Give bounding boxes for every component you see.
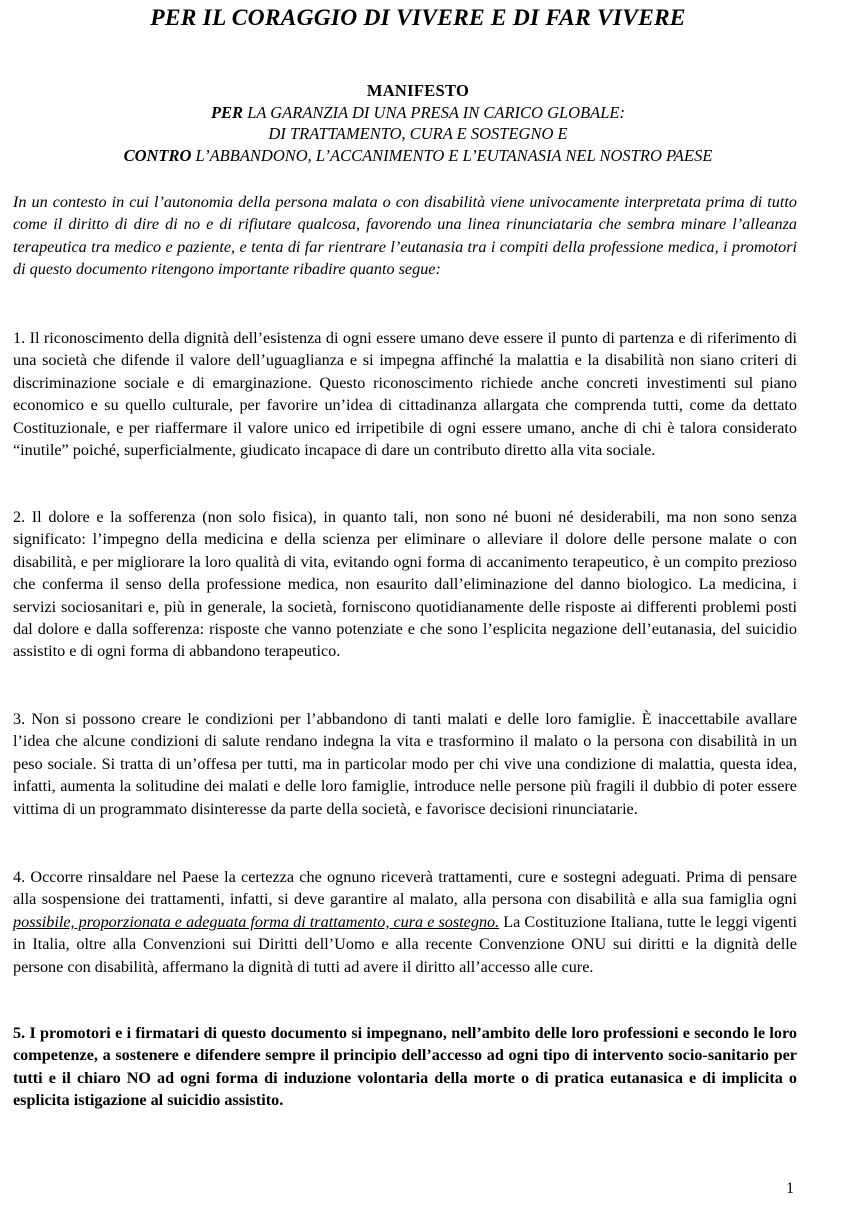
manifesto-line-1-text: LA GARANZIA DI UNA PRESA IN CARICO GLOBALE: [243, 102, 626, 122]
page-title: PER IL CORAGGIO DI VIVERE E DI FAR VIVERE [150, 5, 686, 31]
manifesto-subtitle-line-1 [13, 102, 823, 124]
paragraph-2: 2. Il dolore e la sofferenza (non solo fisica), in quanto tali, non sono né buoni né desiderabili, ma non sono senza significato: l’impegno della medicina e della scienza per eliminare o alleviare il dolore delle persone malate o con disabilità, e per migliorare la loro qualità di vita, evitando ogni forma di accanimento terapeutico, è un compito prezioso che conferma il senso della professione medica, non esaurito dall’eliminazione del danno biologico. La medicina, i servizi sociosanitari e, più in generale, la società, forniscono quotidianamente delle risposte ai differenti problemi posti dal dolore e dalla sofferenza: risposte che vanno potenziate e che sono l’esplicita negazione dell’eutanasia, del suicidio assistito e di ogni forma di abbandono terapeutico. [13, 508, 797, 661]
manifesto-line-3-text: L’ABBANDONO, L’ACCANIMENTO E L’EUTANASIA NEL NOSTRO PAESE [191, 145, 713, 165]
page-number: 1 [786, 1180, 794, 1197]
paragraph-4-emphasis: possibile, proporzionata e adeguata forma di trattamento, cura e sostegno. [13, 912, 500, 931]
paragraph-4 [13, 866, 797, 978]
manifesto-subtitle-line-2: DI TRATTAMENTO, CURA E SOSTEGNO E [268, 124, 568, 143]
paragraph-1: 1. Il riconoscimento della dignità dell’esistenza di ogni essere umano deve essere il punto di partenza e di riferimento di una società che difende il valore dell’uguaglianza e si impegna affinché la malattia e la disabilità non siano criteri di discriminazione sociale e di emarginazione. Questo riconoscimento richiede anche concreti investimenti sul piano economico e su quello culturale, per favorire un’idea di cittadinanza allargata che comprenda tutti, come da dettato Costituzionale, e per riaffermare il valore unico ed irripetibile di ogni essere umano, anche di chi è talora considerato “inutile” poiché, superficialmente, giudicato incapace di dare un contributo diretto alla vita sociale. [13, 329, 797, 460]
paragraph-3: 3. Non si possono creare le condizioni per l’abbandono di tanti malati e delle loro famiglie. È inaccettabile avallare l’idea che alcune condizioni di salute rendano indegna la vita e trasformino il malato o la persona con disabilità in un peso sociale. Si tratta di un’offesa per tutti, ma in particolar modo per chi vive una condizione di malattia, questa idea, infatti, aumenta la solitudine dei malati e delle loro famiglie, introduce nelle persone più fragili il dubbio di poter essere vittima di un programmato disinteresse da parte della società, e favorisce decisioni rinunciatarie. [13, 710, 797, 818]
manifesto-per-keyword: PER [210, 102, 244, 122]
paragraph-4-lead: 4. Occorre rinsaldare nel Paese la certezza che ognuno riceverà trattamenti, cure e sostegni adeguati. Prima di pensare alla sospensione dei trattamenti, infatti, si deve garantire al malato, alla persona con disabilità e alla sua famiglia ogni [13, 868, 797, 909]
intro-paragraph: In un contesto in cui l’autonomia della persona malata o con disabilità viene univocamente interpretata prima di tutto come il diritto di dire di no e di rifiutare qualcosa, favorendo una linea rinunciataria che sembra minare l’alleanza terapeutica tra medico e paziente, e tenta di far rientrare l’eutanasia tra i compiti della professione medica, i promotori di questo documento ritengono importante ribadire quanto segue: [13, 193, 797, 279]
manifesto-subtitle-line-3 [13, 145, 823, 167]
manifesto-heading-block [13, 80, 823, 166]
paragraph-4-rest: La Costituzione Italiana, tutte le leggi vigenti in Italia, oltre alla Convenzioni sui Diritti dell’Uomo e alla recente Convenzione ONU sui diritti e la dignità delle persone con disabilità, affermano la dignità di tutti ad avere il diritto all’accesso alle cure. [13, 912, 797, 976]
manifesto-contro-keyword: CONTRO [123, 145, 192, 165]
paragraph-5-commitment: 5. I promotori e i firmatari di questo documento si impegnano, nell’ambito delle loro professioni e secondo le loro competenze, a sostenere e difendere sempre il principio dell’accesso ad ogni tipo di intervento socio-sanitario per tutti e il chiaro NO ad ogni forma di induzione volontaria della morte o di pratica eutanasica e di implicita o esplicita istigazione al suicidio assistito. [13, 1024, 797, 1110]
manifesto-heading: MANIFESTO [366, 81, 470, 100]
